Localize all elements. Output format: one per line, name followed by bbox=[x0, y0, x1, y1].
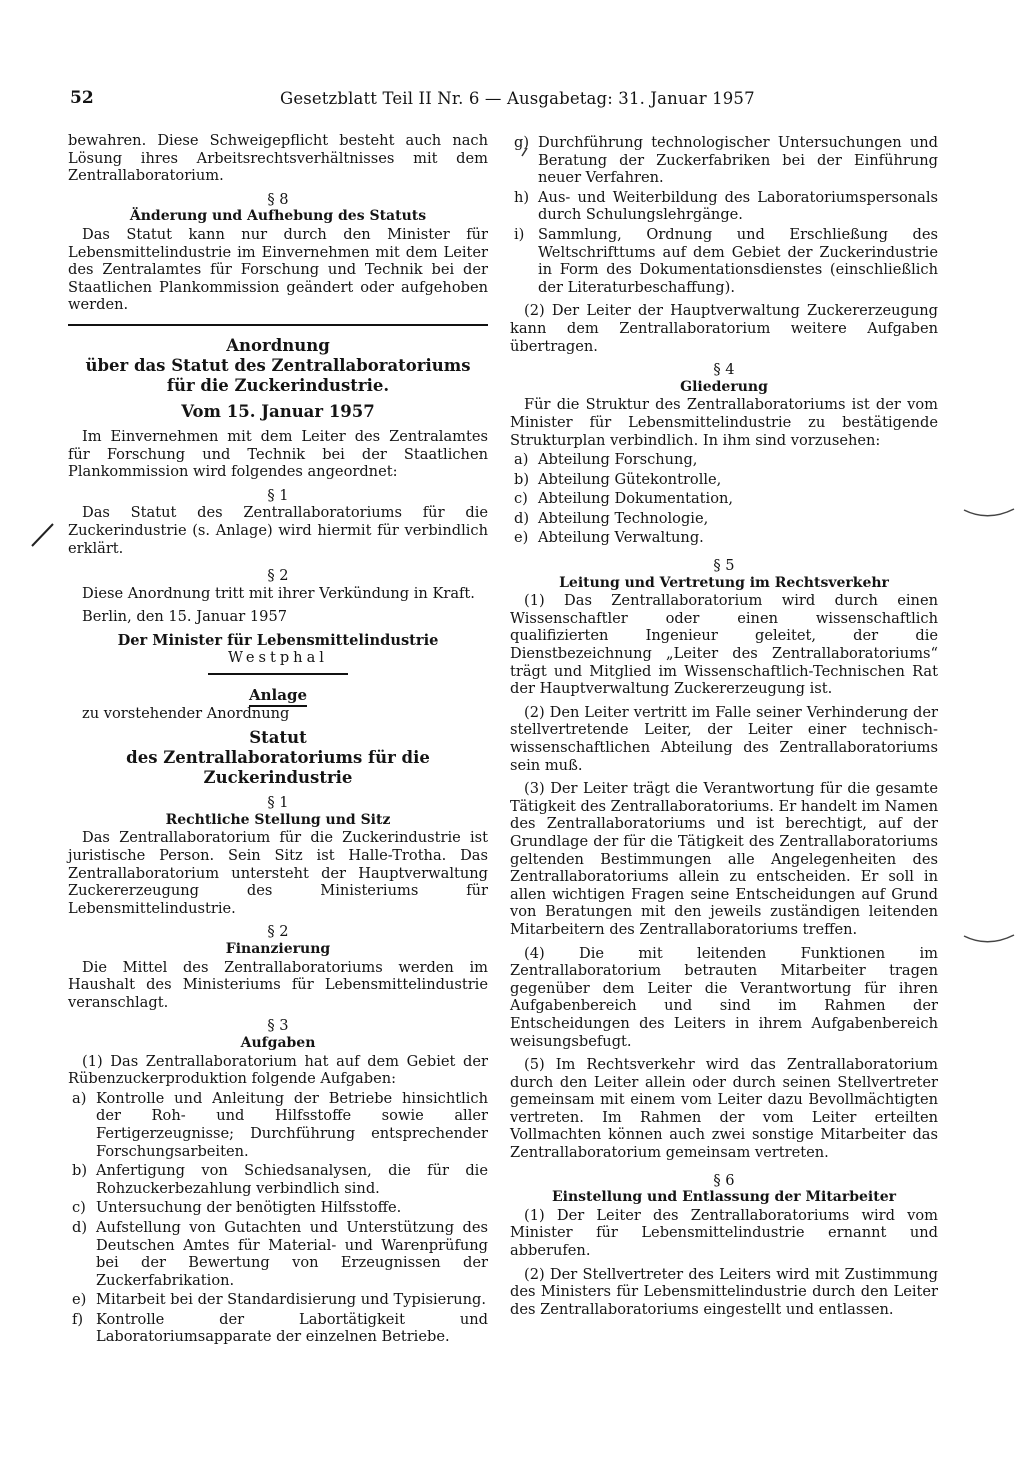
list-item-text: Abteilung Dokumentation, bbox=[538, 490, 734, 508]
list-item-label: c) bbox=[72, 1199, 86, 1217]
list-item bbox=[510, 471, 938, 489]
right-column bbox=[510, 132, 938, 1318]
paragraph: Das Statut des Zentrallaboratoriums für die Zuckerindustrie (s. Anlage) wird hiermit für verbindlich erklärt. bbox=[68, 504, 488, 557]
section-title: Leitung und Vertretung im Rechtsverkehr bbox=[559, 574, 889, 591]
paragraph: (2) Den Leiter vertritt im Falle seiner Verhinderung der stellvertretende Leiter, der Leiter einer technisch-wissenschaftlichen Abteilung des Zentrallaboratoriums sein muß. bbox=[510, 703, 938, 774]
statute-title-line: Statut bbox=[249, 728, 307, 748]
section-number: § 8 bbox=[267, 190, 289, 208]
margin-curve-icon bbox=[962, 932, 1018, 948]
paragraph: (1) Das Zentrallaboratorium wird durch einen Wissenschaftler oder einen wissenschaftlich qualifizierten Ingenieur geleitet, der die Dienstbezeichnung „Leiter des Zentrallaboratoriums“ trägt und Mitglied im Wissenschaftlich-Technischen Rat der Hauptverwaltung Zuckererzeugung ist. bbox=[510, 592, 938, 698]
list-item-text: Sammlung, Ordnung und Erschließung des Weltschrifttums auf dem Gebiet der Zuckerindustrie in Form des Dokumentationsdienstes (einschließlich der Literaturbeschaffung). bbox=[538, 225, 938, 296]
list-item-label: d) bbox=[514, 509, 530, 527]
signatory-name: Westphal bbox=[228, 649, 328, 667]
statute-title-line: des Zentrallaboratoriums für die Zuckerindustrie bbox=[126, 748, 430, 788]
list-item bbox=[68, 1162, 488, 1197]
list-item-text: Durchführung technologischer Untersuchungen und Beratung der Zuckerfabriken bei der Einführung neuer Verfahren. bbox=[538, 134, 938, 187]
list-item-label: a) bbox=[514, 451, 529, 469]
paragraph: (4) Die mit leitenden Funktionen im Zentrallaboratorium betrauten Mitarbeiter tragen gegenüber dem Leiter die Verantwortung für ihren Aufgabenbereich und sind im Rahmen der Entscheidungen des Leiters in ihrem Aufgabenbereich weisungsbefugt. bbox=[510, 944, 938, 1050]
list-item-label: d) bbox=[72, 1218, 88, 1236]
list-item-label: c) bbox=[514, 490, 528, 508]
list-item-text: Abteilung Verwaltung. bbox=[538, 529, 704, 547]
paragraph: (3) Der Leiter trägt die Verantwortung für die gesamte Tätigkeit des Zentrallaboratoriums. Er handelt im Namen des Zentrallaboratoriums und ist berechtigt, auf der Grundlage der für die Tätigkeit des Zentrallaboratoriums geltenden Bestimmungen alle Angelegenheiten des Zentrallaboratoriums allein zu entscheiden. Er soll in allen wichtigen Fragen seine Entscheidungen auf Grund von Beratungen mit den jeweils zuständigen leitenden Mitarbeitern des Zentrallaboratoriums treffen. bbox=[510, 780, 938, 938]
section-number: § 1 bbox=[267, 794, 289, 812]
list-item bbox=[68, 1291, 488, 1309]
signature-rule bbox=[208, 673, 348, 675]
list-item-label: b) bbox=[72, 1162, 88, 1180]
list-item-text: Abteilung Gütekontrolle, bbox=[538, 470, 722, 488]
section-number: § 5 bbox=[713, 557, 735, 575]
list-item bbox=[510, 510, 938, 528]
section-number: § 2 bbox=[267, 567, 289, 585]
section-number: § 1 bbox=[267, 486, 289, 504]
margin-curve-icon bbox=[962, 506, 1018, 522]
paragraph: Für die Struktur des Zentrallaboratoriums ist der vom Minister für Lebensmittelindustrie zu bestätigende Strukturplan verbindlich. In ihm sind vorzusehen: bbox=[510, 396, 938, 449]
section-title: Gliederung bbox=[680, 378, 768, 395]
section-title: Einstellung und Entlassung der Mitarbeiter bbox=[551, 1189, 897, 1206]
list-item bbox=[68, 1199, 488, 1217]
list-item bbox=[510, 189, 938, 224]
list-item-text: Kontrolle der Labortätigkeit und Laboratoriumsapparate der einzelnen Betriebe. bbox=[96, 1310, 488, 1346]
signing-authority: Der Minister für Lebensmittelindustrie bbox=[117, 631, 439, 649]
list-item bbox=[510, 134, 938, 187]
paragraph: (5) Im Rechtsverkehr wird das Zentrallaboratorium durch den Leiter allein oder durch seinen Stellvertreter gemeinsam mit einem vom Leiter dazu Bevollmächtigten vertreten. Im Rahmen der vom Leiter erteilten Vollmachten können auch zwei sonstige Mitarbeiter das Zentrallaboratorium gemeinsam vertreten. bbox=[510, 1056, 938, 1162]
list-item-label: f) bbox=[72, 1310, 84, 1328]
paragraph: Das Zentrallaboratorium für die Zuckerindustrie ist juristische Person. Sein Sitz ist Halle-Trotha. Das Zentrallaboratorium untersteht der Hauptverwaltung Zuckererzeugung des Ministeriums für Lebensmittelindustrie. bbox=[68, 829, 488, 917]
list-item-text: Kontrolle und Anleitung der Betriebe hinsichtlich der Roh- und Hilfsstoffe sowie aller Fertigerzeugnisse; Durchführung entsprechender Forschungsarbeiten. bbox=[96, 1089, 488, 1160]
running-head: Gesetzblatt Teil II Nr. 6 — Ausgabetag: 31. Januar 1957 bbox=[280, 89, 755, 108]
left-column bbox=[68, 132, 488, 1346]
annex-label: Anlage bbox=[249, 686, 307, 707]
annex-subheading: zu vorstehender Anordnung bbox=[82, 704, 290, 722]
paragraph: (1) Das Zentrallaboratorium hat auf dem Gebiet der Rübenzuckerproduktion folgende Aufgaben: bbox=[68, 1052, 488, 1088]
paragraph: (2) Der Leiter der Hauptverwaltung Zuckererzeugung kann dem Zentrallaboratorium weitere Aufgaben übertragen. bbox=[510, 302, 938, 355]
list-item-label: e) bbox=[514, 529, 529, 547]
continued-paragraph: bewahren. Diese Schweigepflicht besteht auch nach Lösung ihres Arbeitsrechtsverhältnisses mit dem Zentrallaboratorium. bbox=[68, 132, 488, 185]
document-date: Vom 15. Januar 1957 bbox=[181, 401, 375, 421]
list-item-text: Anfertigung von Schiedsanalysen, die für die Rohzuckerbezahlung verbindlich sind. bbox=[96, 1162, 488, 1197]
list-item-label: b) bbox=[514, 470, 530, 488]
list-item-text: Aufstellung von Gutachten und Unterstützung des Deutschen Amtes für Material- und Warenprüfung bei der Bewertung von Erzeugnissen der Zuckerfabrikation. bbox=[96, 1218, 488, 1289]
section-divider bbox=[68, 324, 488, 326]
section-title: Aufgaben bbox=[240, 1034, 316, 1051]
annex-heading bbox=[68, 687, 488, 705]
list-item bbox=[68, 1090, 488, 1160]
page-number: 52 bbox=[70, 88, 94, 108]
section-title: Rechtliche Stellung und Sitz bbox=[165, 811, 391, 828]
list-item bbox=[510, 529, 938, 547]
list-item-label: i) bbox=[514, 225, 525, 243]
preamble: Im Einvernehmen mit dem Leiter des Zentralamtes für Forschung und Technik bei der Staatlichen Plankommission wird folgendes angeordnet: bbox=[68, 427, 488, 481]
list-item-label: e) bbox=[72, 1291, 87, 1309]
list-item-text: Abteilung Forschung, bbox=[538, 451, 698, 469]
list-item bbox=[510, 490, 938, 508]
list-item bbox=[68, 1311, 488, 1346]
paragraph: Die Mittel des Zentrallaboratoriums werden im Haushalt des Ministeriums für Lebensmittelindustrie veranschlagt. bbox=[68, 958, 488, 1011]
section-number: § 3 bbox=[267, 1017, 289, 1035]
pencil-mark-icon bbox=[30, 522, 56, 548]
document-title-line: für die Zuckerindustrie. bbox=[166, 375, 390, 395]
section-number: § 6 bbox=[713, 1171, 735, 1189]
list-item-label: a) bbox=[72, 1089, 87, 1107]
list-item bbox=[510, 226, 938, 296]
paragraph: Das Statut kann nur durch den Minister für Lebensmittelindustrie im Einvernehmen mit dem Leiter des Zentralamtes für Forschung und Technik bei der Staatlichen Plankommission geändert oder aufgehoben werden. bbox=[68, 225, 488, 314]
list-item-text: Abteilung Technologie, bbox=[538, 509, 709, 527]
page-header bbox=[70, 90, 960, 116]
document-title-line: über das Statut des Zentrallaboratoriums bbox=[85, 355, 471, 375]
list-item bbox=[68, 1219, 488, 1289]
section-title: Finanzierung bbox=[225, 941, 331, 957]
list-item-text: Aus- und Weiterbildung des Laboratoriumspersonals durch Schulungslehrgänge. bbox=[538, 188, 938, 224]
paragraph: (2) Der Stellvertreter des Leiters wird mit Zustimmung des Ministers für Lebensmittelindustrie durch den Leiter des Zentrallaboratoriums eingestellt und entlassen. bbox=[510, 1265, 938, 1318]
section-title: Änderung und Aufhebung des Statuts bbox=[129, 208, 427, 225]
place-date: Berlin, den 15. Januar 1957 bbox=[82, 608, 288, 626]
paragraph: (1) Der Leiter des Zentrallaboratoriums wird vom Minister für Lebensmittelindustrie ernannt und abberufen. bbox=[510, 1206, 938, 1260]
list-item bbox=[510, 451, 938, 469]
paragraph: Diese Anordnung tritt mit ihrer Verkündung in Kraft. bbox=[82, 584, 475, 602]
document-title-line: Anordnung bbox=[226, 335, 330, 355]
list-item-text: Untersuchung der benötigten Hilfsstoffe. bbox=[96, 1199, 402, 1217]
list-item-label: g) bbox=[514, 134, 530, 151]
list-item-label: h) bbox=[514, 188, 530, 206]
section-number: § 4 bbox=[713, 361, 735, 379]
list-item-text: Mitarbeit bei der Standardisierung und Typisierung. bbox=[96, 1291, 487, 1309]
section-number: § 2 bbox=[267, 923, 289, 941]
